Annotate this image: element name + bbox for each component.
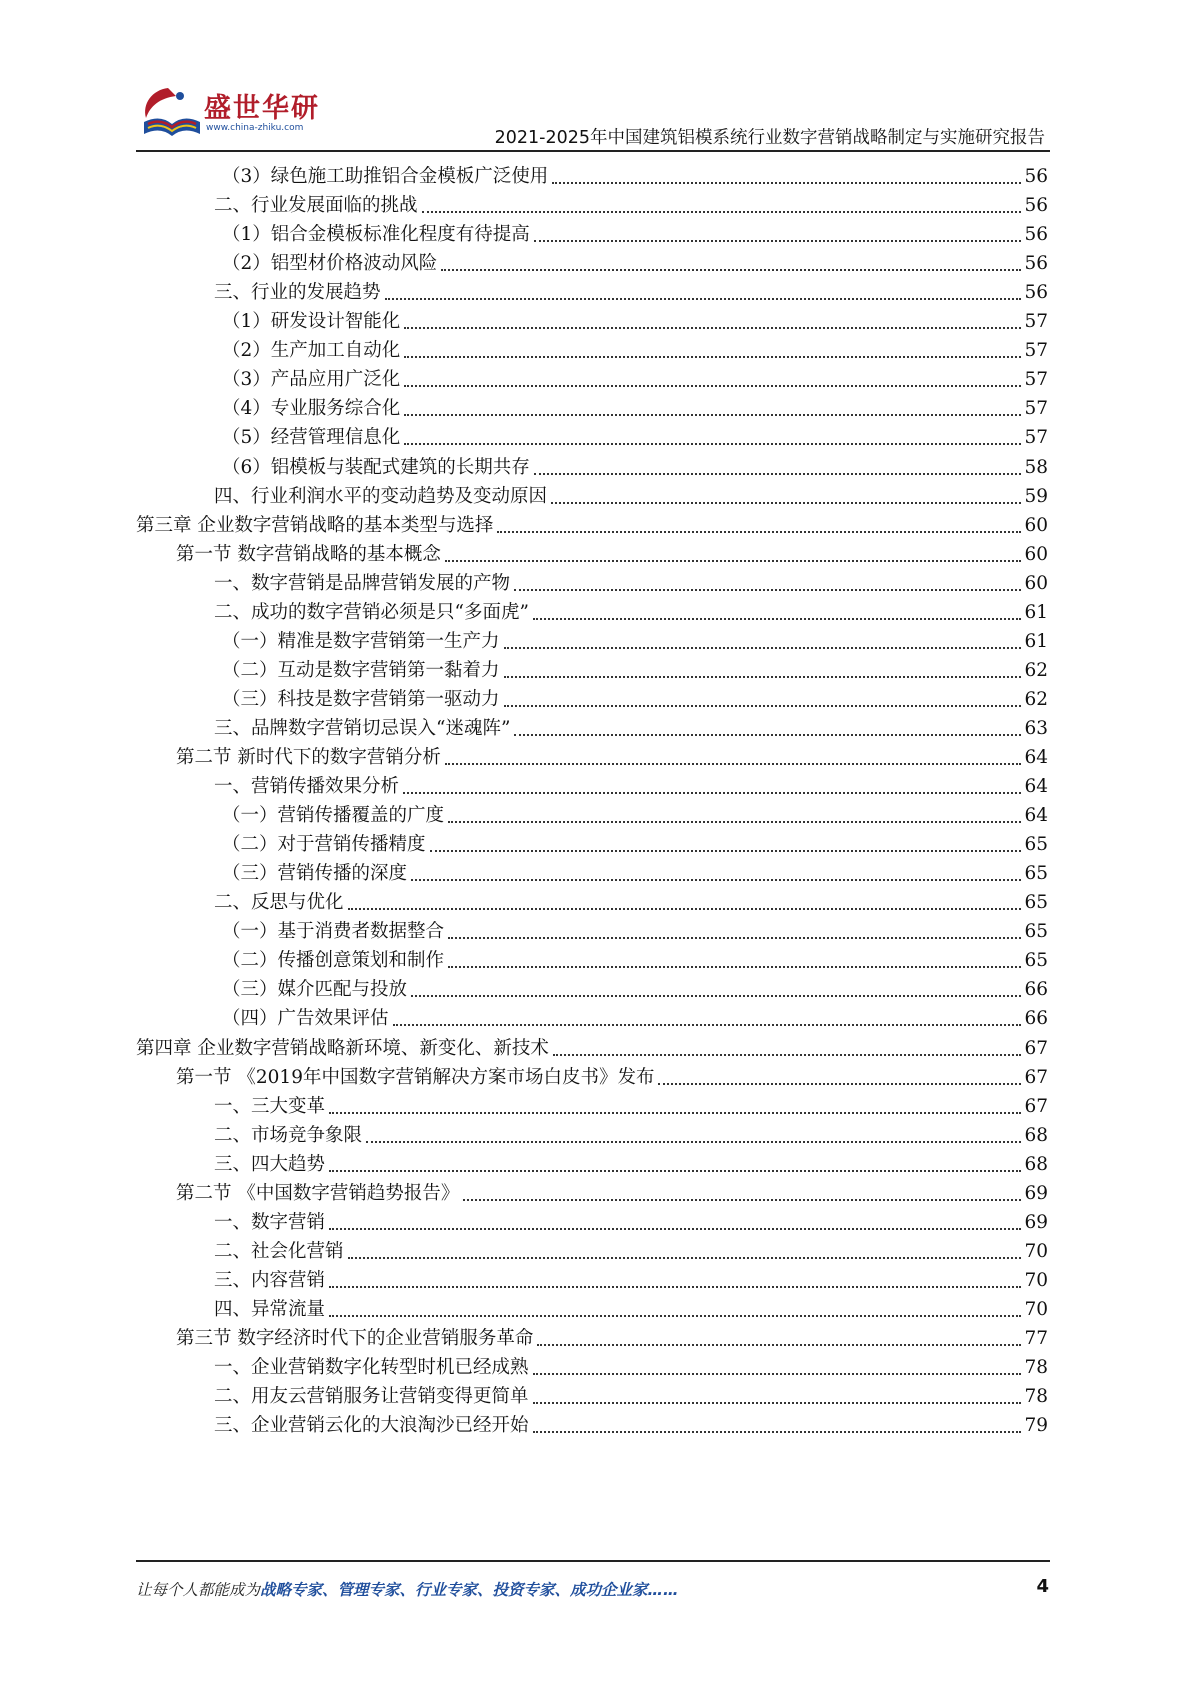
toc-dot-leader <box>329 1112 1021 1114</box>
toc-dot-leader <box>504 676 1022 678</box>
toc-entry[interactable] <box>214 1090 1048 1120</box>
toc-entry[interactable] <box>176 538 1048 568</box>
toc-dot-leader <box>497 531 1021 533</box>
toc-entry-page: 56 <box>1024 253 1048 275</box>
toc-entry-page: 64 <box>1024 805 1048 827</box>
toc-entry[interactable] <box>222 392 1048 422</box>
toc-entry-page: 65 <box>1024 863 1048 885</box>
toc-entry-page: 68 <box>1024 1153 1048 1175</box>
toc-entry-page: 59 <box>1024 485 1048 507</box>
logo-name: 盛世华研 <box>204 93 320 124</box>
toc-entry[interactable] <box>214 1235 1048 1265</box>
toc-entry-page: 57 <box>1024 398 1048 420</box>
toc-entry-title: 二、行业发展面临的挑战 <box>214 195 418 217</box>
toc-entry-title: （三）科技是数字营销第一驱动力 <box>222 688 500 710</box>
toc-entry-title: （6）铝模板与装配式建筑的长期共存 <box>222 456 530 478</box>
toc-dot-leader <box>533 618 1022 620</box>
toc-entry[interactable] <box>222 218 1048 248</box>
toc-entry-title: 一、企业营销数字化转型时机已经成熟 <box>214 1357 529 1379</box>
toc-entry[interactable] <box>176 1322 1048 1352</box>
toc-entry-title: （二）传播创意策划和制作 <box>222 950 445 972</box>
toc-entry-page: 57 <box>1024 311 1048 333</box>
toc-entry[interactable] <box>176 1177 1048 1207</box>
brand-logo <box>138 82 318 142</box>
toc-entry-page: 60 <box>1024 572 1048 594</box>
toc-entry-title: 三、企业营销云化的大浪淘沙已经开始 <box>214 1415 529 1437</box>
toc-dot-leader <box>404 385 1021 387</box>
toc-entry-title: 二、社会化营销 <box>214 1240 344 1262</box>
toc-entry-page: 61 <box>1024 601 1048 623</box>
toc-entry-title: 二、市场竞争象限 <box>214 1124 363 1146</box>
toc-entry[interactable] <box>222 973 1048 1003</box>
toc-entry-title: （1）铝合金模板标准化程度有待提高 <box>222 224 530 246</box>
toc-entry-title: 一、三大变革 <box>214 1095 326 1117</box>
toc-entry[interactable] <box>222 944 1048 974</box>
page-header <box>0 0 1191 150</box>
toc-entry-title: 第三节 数字经济时代下的企业营销服务革命 <box>176 1328 534 1349</box>
footer-slogan <box>136 1578 679 1600</box>
report-title: 2021-2025年中国建筑铝模系统行业数字营销战略制定与实施研究报告 <box>494 128 1045 148</box>
toc-entry-page: 63 <box>1024 717 1048 739</box>
toc-entry-title: （5）经营管理信息化 <box>222 427 401 449</box>
toc-entry[interactable] <box>214 886 1048 916</box>
toc-entry[interactable] <box>214 189 1048 219</box>
toc-entry[interactable] <box>222 799 1048 829</box>
toc-entry-page: 61 <box>1024 630 1048 652</box>
toc-entry-page: 70 <box>1024 1269 1048 1291</box>
toc-entry[interactable] <box>214 1409 1048 1439</box>
toc-entry-page: 58 <box>1024 456 1048 478</box>
toc-dot-leader <box>404 414 1021 416</box>
toc-entry-title: 第一节 《2019年中国数字营销解决方案市场白皮书》发布 <box>176 1066 655 1088</box>
toc-entry-title: 第三章 企业数字营销战略的基本类型与选择 <box>136 514 494 536</box>
toc-dot-leader <box>393 1024 1022 1026</box>
toc-dot-leader <box>463 1199 1021 1201</box>
toc-dot-leader <box>534 240 1022 242</box>
toc-entry-page: 62 <box>1024 659 1048 681</box>
toc-entry[interactable] <box>222 451 1048 481</box>
footer-slogan-lead: 让每个人都能成为 <box>136 1581 261 1599</box>
toc-dot-leader <box>504 705 1022 707</box>
footer-slogan-highlight: 战略专家、管理专家、行业专家、投资专家、成功企业家…… <box>260 1581 679 1599</box>
toc-entry[interactable] <box>136 1032 1048 1062</box>
footer-divider <box>136 1560 1050 1562</box>
toc-entry-title: （一）营销传播覆盖的广度 <box>222 805 445 827</box>
toc-entry[interactable] <box>222 915 1048 945</box>
toc-entry-page: 56 <box>1024 166 1048 187</box>
toc-dot-leader <box>329 1286 1021 1288</box>
toc-dot-leader <box>348 908 1022 910</box>
logo-url: www.china-zhiku.com <box>206 123 304 133</box>
toc-entry-title: （1）研发设计智能化 <box>222 311 401 333</box>
toc-dot-leader <box>448 937 1021 939</box>
toc-dot-leader <box>658 1083 1021 1085</box>
toc-dot-leader <box>348 1257 1022 1259</box>
toc-entry[interactable] <box>222 654 1048 684</box>
toc-dot-leader <box>514 589 1021 591</box>
toc-dot-leader <box>448 821 1021 823</box>
toc-entry-page: 66 <box>1024 1008 1048 1030</box>
toc-entry[interactable] <box>214 1119 1048 1149</box>
toc-entry-title: （一）精准是数字营销第一生产力 <box>222 630 500 652</box>
toc-entry-page: 56 <box>1024 224 1048 246</box>
toc-entry-title: （4）专业服务综合化 <box>222 398 401 420</box>
toc-entry-title: 三、内容营销 <box>214 1269 326 1291</box>
toc-entry-page: 66 <box>1024 979 1048 1001</box>
toc-dot-leader <box>403 792 1021 794</box>
header-divider <box>136 150 1050 152</box>
toc-entry-page: 62 <box>1024 688 1048 710</box>
toc-entry[interactable] <box>214 1206 1048 1236</box>
toc-entry-title: （3）绿色施工助推铝合金模板广泛使用 <box>222 166 549 187</box>
toc-entry-title: 三、四大趋势 <box>214 1153 326 1175</box>
toc-entry-title: 四、异常流量 <box>214 1298 326 1320</box>
toc-dot-leader <box>329 1170 1021 1172</box>
toc-entry-page: 67 <box>1024 1037 1048 1059</box>
toc-entry[interactable] <box>214 567 1048 597</box>
toc-entry[interactable] <box>214 1293 1048 1323</box>
logo-book-icon <box>138 82 206 142</box>
toc-entry-title: 第四章 企业数字营销战略新环境、新变化、新技术 <box>136 1037 549 1059</box>
toc-entry-title: 第二节 新时代下的数字营销分析 <box>176 747 441 768</box>
toc-dot-leader <box>441 269 1021 271</box>
toc-entry[interactable] <box>222 1002 1048 1032</box>
toc-entry-title: 三、行业的发展趋势 <box>214 282 381 304</box>
toc-entry-page: 57 <box>1024 369 1048 391</box>
toc-entry[interactable] <box>222 334 1048 364</box>
toc-entry-page: 70 <box>1024 1298 1048 1320</box>
toc-entry-title: （2）铝型材价格波动风险 <box>222 253 438 275</box>
toc-entry-title: （二）互动是数字营销第一黏着力 <box>222 659 500 681</box>
toc-entry-title: 第二节 《中国数字营销趋势报告》 <box>176 1182 460 1204</box>
toc-entry[interactable] <box>214 596 1048 626</box>
toc-entry[interactable] <box>214 480 1048 510</box>
toc-entry-page: 68 <box>1024 1124 1048 1146</box>
toc-entry-title: （三）媒介匹配与投放 <box>222 979 408 1001</box>
toc-dot-leader <box>411 995 1021 997</box>
toc-entry[interactable] <box>176 1061 1048 1091</box>
toc-entry-page: 57 <box>1024 427 1048 449</box>
toc-dot-leader <box>533 1373 1022 1375</box>
toc-entry-title: 二、反思与优化 <box>214 892 344 914</box>
toc-entry-page: 79 <box>1024 1415 1048 1437</box>
toc-entry-page: 67 <box>1024 1095 1048 1117</box>
toc-entry[interactable] <box>176 741 1048 771</box>
toc-entry-title: 三、品牌数字营销切忌误入“迷魂阵” <box>214 717 511 739</box>
toc-entry-page: 69 <box>1024 1211 1048 1233</box>
toc-dot-leader <box>430 850 1022 852</box>
toc-dot-leader <box>551 502 1021 504</box>
toc-entry-page: 60 <box>1024 514 1048 536</box>
toc-entry-page: 65 <box>1024 921 1048 943</box>
toc-entry-page: 67 <box>1024 1066 1048 1088</box>
toc-entry-page: 65 <box>1024 892 1048 914</box>
toc-entry-page: 57 <box>1024 340 1048 362</box>
toc-dot-leader <box>445 763 1022 765</box>
toc-entry-page: 56 <box>1024 282 1048 304</box>
toc-entry-page: 65 <box>1024 834 1048 856</box>
toc-entry[interactable] <box>222 683 1048 713</box>
toc-entry-page: 60 <box>1024 543 1048 565</box>
toc-dot-leader <box>404 356 1021 358</box>
toc-dot-leader <box>411 879 1021 881</box>
toc-entry-page: 77 <box>1024 1328 1048 1349</box>
toc-entry[interactable] <box>222 625 1048 655</box>
toc-entry-title: （四）广告效果评估 <box>222 1008 389 1030</box>
toc-entry[interactable] <box>214 1351 1048 1381</box>
toc-entry[interactable] <box>214 712 1048 742</box>
toc-entry-title: （三）营销传播的深度 <box>222 863 408 885</box>
toc-entry-title: 二、用友云营销服务让营销变得更简单 <box>214 1386 529 1408</box>
toc-entry[interactable] <box>222 247 1048 277</box>
toc-entry[interactable] <box>214 276 1048 306</box>
toc-entry-title: 四、行业利润水平的变动趋势及变动原因 <box>214 485 548 507</box>
toc-entry[interactable] <box>222 421 1048 451</box>
toc-entry[interactable] <box>214 770 1048 800</box>
toc-dot-leader <box>445 560 1022 562</box>
toc-entry-page: 78 <box>1024 1357 1048 1379</box>
toc-entry[interactable] <box>214 1148 1048 1178</box>
toc-entry-title: （一）基于消费者数据整合 <box>222 921 445 943</box>
toc-entry-title: （二）对于营销传播精度 <box>222 834 426 856</box>
toc-entry[interactable] <box>222 160 1048 190</box>
toc-dot-leader <box>552 182 1021 184</box>
toc-dot-leader <box>329 1228 1021 1230</box>
toc-entry[interactable] <box>214 1380 1048 1410</box>
toc-entry-title: 第一节 数字营销战略的基本概念 <box>176 543 441 565</box>
toc-dot-leader <box>537 1344 1021 1346</box>
toc-entry-page: 69 <box>1024 1182 1048 1204</box>
toc-entry[interactable] <box>222 305 1048 335</box>
toc-dot-leader <box>553 1054 1022 1056</box>
toc-entry[interactable] <box>222 363 1048 393</box>
page-number: 4 <box>1036 1576 1049 1597</box>
toc-dot-leader <box>533 1431 1022 1433</box>
toc-entry-page: 65 <box>1024 950 1048 972</box>
toc-entry-title: 二、成功的数字营销必须是只“多面虎” <box>214 601 529 623</box>
toc-entry-page: 78 <box>1024 1386 1048 1408</box>
toc-dot-leader <box>514 734 1021 736</box>
toc-entry-title: 一、营销传播效果分析 <box>214 776 400 798</box>
toc-dot-leader <box>329 1315 1021 1317</box>
toc-dot-leader <box>533 1402 1022 1404</box>
toc-dot-leader <box>404 327 1021 329</box>
toc-entry-title: （3）产品应用广泛化 <box>222 369 401 391</box>
toc-entry-page: 70 <box>1024 1240 1048 1262</box>
toc-entry-title: 一、数字营销 <box>214 1211 326 1233</box>
toc-dot-leader <box>404 443 1021 445</box>
toc-entry[interactable] <box>136 509 1048 539</box>
toc-entry[interactable] <box>222 857 1048 887</box>
toc-entry-page: 64 <box>1024 747 1048 768</box>
toc-entry-page: 56 <box>1024 195 1048 217</box>
toc-entry[interactable] <box>222 828 1048 858</box>
toc-entry[interactable] <box>214 1264 1048 1294</box>
toc-dot-leader <box>504 647 1022 649</box>
toc-dot-leader <box>385 298 1022 300</box>
toc-entry-title: （2）生产加工自动化 <box>222 340 401 362</box>
toc-dot-leader <box>366 1141 1021 1143</box>
toc-entry-page: 64 <box>1024 776 1048 798</box>
toc-dot-leader <box>534 473 1022 475</box>
toc-dot-leader <box>422 211 1022 213</box>
toc-entry-title: 一、数字营销是品牌营销发展的产物 <box>214 572 511 594</box>
toc-dot-leader <box>448 966 1021 968</box>
